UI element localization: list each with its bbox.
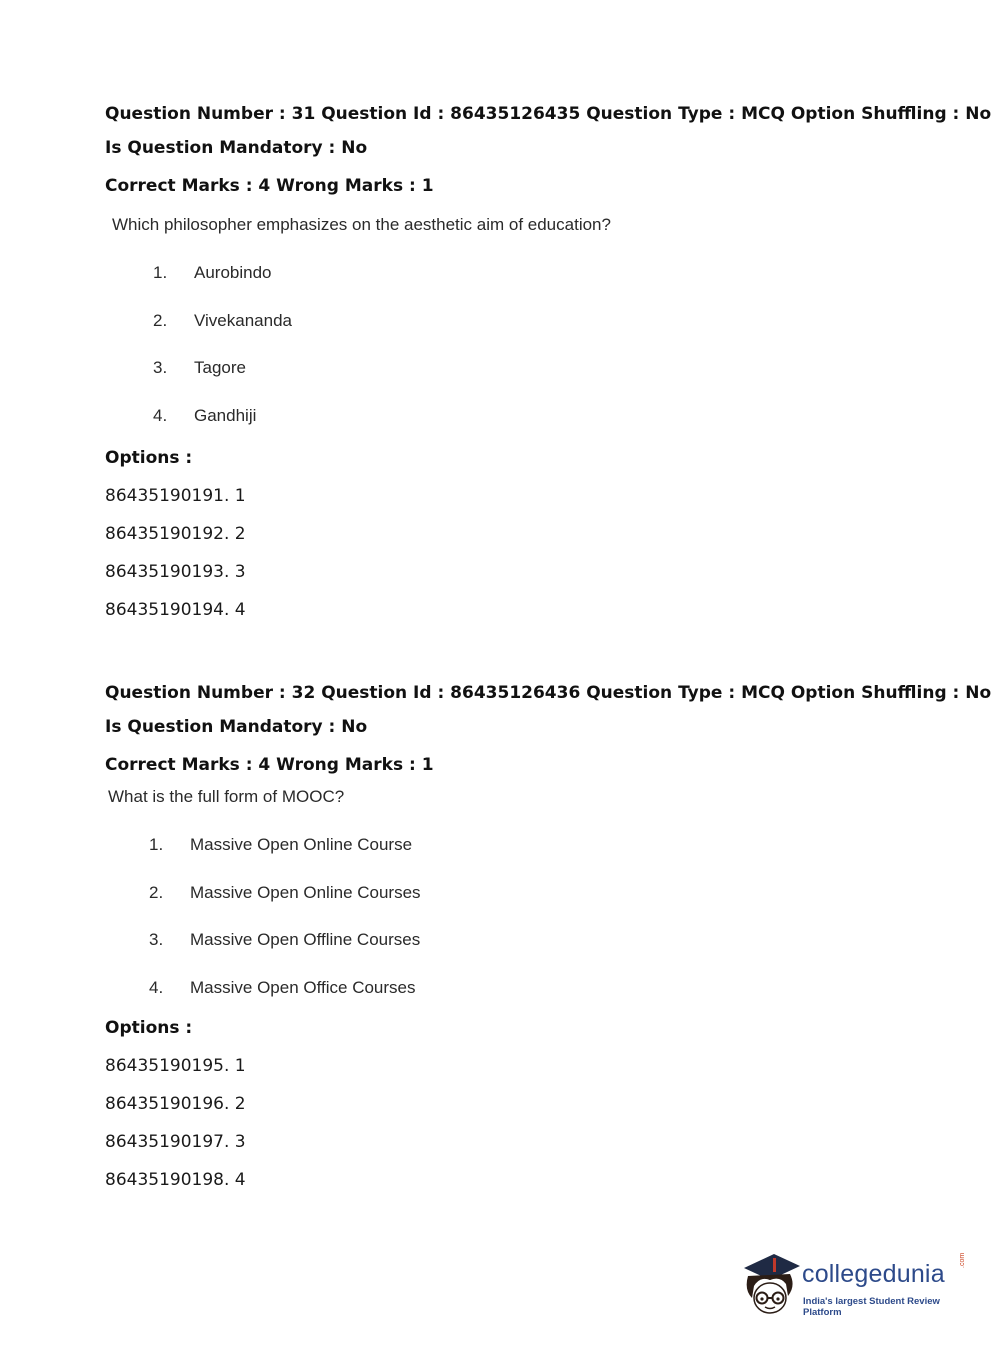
q32-choice-text: Massive Open Offline Courses [190, 930, 421, 949]
q31-option-id: 86435190193. 3 [105, 562, 246, 582]
q32-question-text: What is the full form of MOOC? [108, 787, 345, 806]
q31-choice-number: 1. [153, 263, 168, 282]
q32-choice-number: 1. [149, 835, 164, 854]
q32-choice-number: 2. [149, 883, 164, 902]
q31-marks: Correct Marks : 4 Wrong Marks : 1 [105, 176, 434, 196]
q32-choice-text: Massive Open Office Courses [190, 978, 416, 997]
q32-options-label: Options : [105, 1018, 193, 1038]
logo-suffix: .com [959, 1252, 966, 1268]
q32-marks: Correct Marks : 4 Wrong Marks : 1 [105, 755, 434, 775]
q32-option-id: 86435190197. 3 [105, 1132, 246, 1152]
q31-choice-text: Tagore [194, 358, 246, 377]
collegedunia-logo[interactable] [740, 1246, 970, 1318]
q31-header-line2: Is Question Mandatory : No [105, 138, 368, 158]
q31-option-id: 86435190192. 2 [105, 524, 246, 544]
q32-option-id: 86435190196. 2 [105, 1094, 246, 1114]
q32-header-line1: Question Number : 32 Question Id : 86435126436 Question Type : MCQ Option Shuffling : No [105, 683, 992, 703]
q31-question-text: Which philosopher emphasizes on the aesthetic aim of education? [112, 215, 611, 234]
q31-choice-text: Aurobindo [194, 263, 272, 282]
q31-option-id: 86435190194. 4 [105, 600, 246, 620]
q31-choice-number: 4. [153, 406, 168, 425]
q32-choice-number: 3. [149, 930, 164, 949]
q32-option-id: 86435190198. 4 [105, 1170, 246, 1190]
q31-header-line1: Question Number : 31 Question Id : 86435126435 Question Type : MCQ Option Shuffling : No [105, 104, 992, 124]
q32-header-line2: Is Question Mandatory : No [105, 717, 368, 737]
q32-choice-text: Massive Open Online Courses [190, 883, 421, 902]
q32-choice-text: Massive Open Online Course [190, 835, 413, 854]
q31-options-label: Options : [105, 448, 193, 468]
q31-choice-text: Gandhiji [194, 406, 257, 425]
q31-choice-text: Vivekananda [194, 311, 292, 330]
q31-choice-number: 2. [153, 311, 168, 330]
logo-wordmark: collegedunia [802, 1260, 945, 1288]
q32-choice-number: 4. [149, 978, 164, 997]
q31-option-id: 86435190191. 1 [105, 486, 246, 506]
q31-choice-number: 3. [153, 358, 168, 377]
mascot-icon [740, 1246, 802, 1318]
logo-tagline: India's largest Student Review Platform [803, 1296, 940, 1318]
q32-option-id: 86435190195. 1 [105, 1056, 246, 1076]
